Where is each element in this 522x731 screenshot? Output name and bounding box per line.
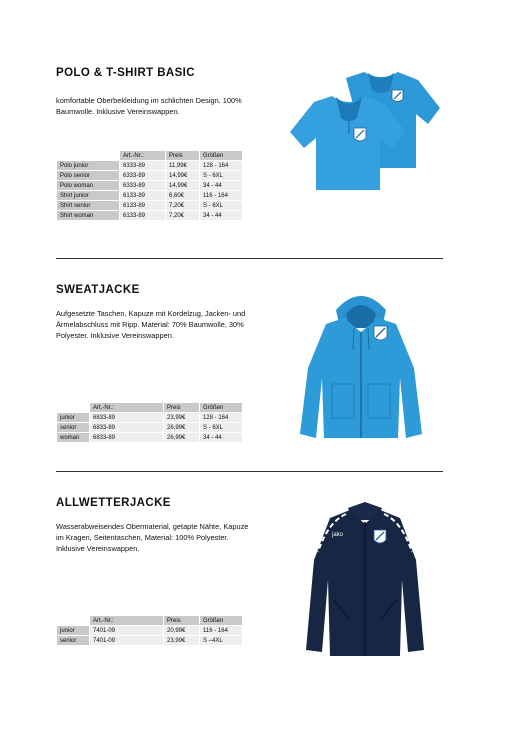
table-cell-size: 128 - 164	[200, 161, 242, 170]
col-header-price: Preis	[164, 403, 199, 412]
table-row	[57, 423, 242, 432]
club-crest-icon	[374, 326, 387, 340]
table-cell-art: 6133-89	[120, 191, 165, 200]
table-row	[57, 161, 242, 170]
table-cell-art: 7401-09	[90, 636, 163, 645]
brand-logo: jako	[332, 532, 344, 538]
table-cell-price: 11,99€	[166, 161, 199, 170]
col-header-price: Preis	[164, 616, 199, 625]
table-row	[57, 626, 242, 635]
table-cell-label: Polo woman	[57, 181, 119, 190]
sweatjacke-image	[296, 288, 426, 443]
table-cell-size: 34 - 44	[200, 181, 242, 190]
col-header-art: Art.-Nr.:	[120, 151, 165, 160]
allwetterjacke-image	[304, 500, 426, 660]
table-cell-size: 116 - 164	[200, 191, 242, 200]
table-cell-price: 23,99€	[164, 636, 199, 645]
table-cell-label: junior	[57, 413, 89, 422]
table-cell-label: Shirt woman	[57, 211, 119, 220]
table-cell-price: 7,20€	[166, 201, 199, 210]
table-row	[57, 211, 242, 220]
section-divider	[56, 471, 443, 472]
col-header-art: Art.-Nr.:	[90, 616, 163, 625]
polo-tshirt-image	[286, 68, 446, 193]
table-row	[57, 171, 242, 180]
section-title: SWEATJACKE	[56, 284, 140, 296]
table-cell-size: 34 - 44	[200, 211, 242, 220]
section-divider	[56, 258, 443, 259]
table-cell-label: woman	[57, 433, 89, 442]
table-cell-size: 34 - 44	[200, 433, 242, 442]
table-cell-price: 26,99€	[164, 433, 199, 442]
table-row	[57, 201, 242, 210]
table-cell-art: 6833-89	[90, 423, 163, 432]
table-row	[57, 413, 242, 422]
section-description: Wasserabweisendes Obermaterial, getapte Nähte, Kapuze im Kragen, Seitentaschen, Material: 100% Polyester. Inklusive Vereinswappen.	[56, 522, 249, 554]
price-table-polo	[56, 150, 243, 221]
table-cell-art: 6333-89	[120, 181, 165, 190]
col-header-size: Größen	[200, 151, 242, 160]
table-cell-price: 14,99€	[166, 181, 199, 190]
table-cell-label: junior	[57, 626, 89, 635]
table-cell-label: senior	[57, 423, 89, 432]
table-row	[57, 181, 242, 190]
club-crest-icon	[374, 530, 386, 543]
table-cell-art: 6333-89	[120, 161, 165, 170]
club-crest-icon	[354, 128, 366, 141]
table-cell-size: S - 6XL	[200, 171, 242, 180]
table-cell-art: 7401-09	[90, 626, 163, 635]
table-cell-price: 6,60€	[166, 191, 199, 200]
section-title: ALLWETTERJACKE	[56, 497, 171, 509]
table-cell-size: S –4XL	[200, 636, 242, 645]
table-cell-label: Shirt senior	[57, 201, 119, 210]
table-row	[57, 433, 242, 442]
col-header-art: Art.-Nr.:	[90, 403, 163, 412]
table-cell-price: 14,99€	[166, 171, 199, 180]
table-row	[57, 636, 242, 645]
table-cell-size: 116 - 164	[200, 626, 242, 635]
table-cell-art: 6133-89	[120, 201, 165, 210]
table-cell-art: 6833-89	[90, 413, 163, 422]
table-cell-art: 6333-89	[120, 171, 165, 180]
table-cell-price: 7,20€	[166, 211, 199, 220]
section-title: POLO & T-SHIRT BASIC	[56, 67, 195, 79]
table-row	[57, 191, 242, 200]
table-cell-size: S - 6XL	[200, 423, 242, 432]
table-cell-price: 20,99€	[164, 626, 199, 635]
col-header-size: Größen	[200, 403, 242, 412]
section-description: komfortable Oberbekleidung im schlichten Design. 100% Baumwolle. Inklusive Vereinswappen.	[56, 96, 242, 117]
table-cell-art: 6833-89	[90, 433, 163, 442]
table-cell-label: Polo junior	[57, 161, 119, 170]
table-cell-price: 23,99€	[164, 413, 199, 422]
table-cell-size: S - 6XL	[200, 201, 242, 210]
table-cell-label: Shirt junior	[57, 191, 119, 200]
table-cell-price: 26,99€	[164, 423, 199, 432]
table-cell-art: 6133-89	[120, 211, 165, 220]
club-crest-icon	[392, 90, 403, 102]
table-cell-size: 128 - 164	[200, 413, 242, 422]
section-description: Aufgesetzte Taschen, Kapuze mit Kordelzug, Jacken- und Ärmelabschluss mit Ripp. Material: 70% Baumwolle, 30% Polyester. Inklusive Vereinswappen.	[56, 309, 246, 341]
table-cell-label: senior	[57, 636, 89, 645]
price-table-sweatjacke	[56, 402, 243, 443]
col-header-price: Preis	[166, 151, 199, 160]
table-cell-label: Polo senior	[57, 171, 119, 180]
price-table-allwetterjacke	[56, 615, 243, 646]
col-header-size: Größen	[200, 616, 242, 625]
